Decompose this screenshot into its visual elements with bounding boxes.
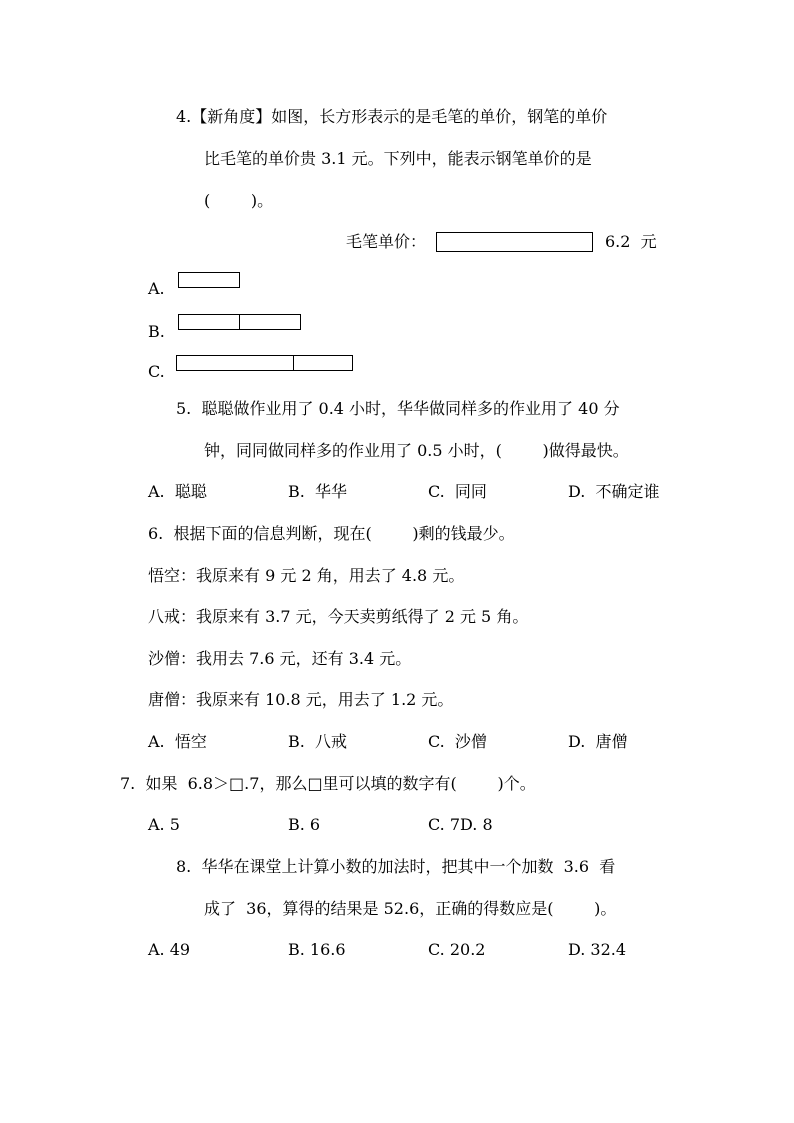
- q8-option-c[interactable]: C. 20.2: [428, 940, 486, 959]
- q4-option-c-bar: [176, 355, 353, 371]
- q7-option-c[interactable]: C. 7D. 8: [428, 815, 493, 834]
- q5-option-d[interactable]: D. 不确定谁: [568, 482, 660, 501]
- q6-info-bajie: 八戒：我原来有 3.7 元，今天卖剪纸得了 2 元 5 角。: [148, 607, 529, 626]
- q4-option-a-bar: [178, 272, 240, 288]
- q4-option-b-divider: [239, 315, 240, 329]
- q6-option-c[interactable]: C. 沙僧: [428, 732, 487, 751]
- q4-reference-value: 6.2 元: [605, 232, 657, 251]
- q7-option-b[interactable]: B. 6: [288, 815, 321, 834]
- q4-option-c-divider: [293, 356, 294, 370]
- q6-option-b[interactable]: B. 八戒: [288, 732, 348, 751]
- q4-option-a-label[interactable]: A.: [148, 279, 165, 298]
- q4-reference-label: 毛笔单价：: [346, 232, 427, 251]
- q8-option-a[interactable]: A. 49: [148, 940, 191, 959]
- q5-option-a[interactable]: A. 聪聪: [148, 482, 207, 501]
- q4-option-b-label[interactable]: B.: [148, 322, 165, 341]
- q6-stem: 6. 根据下面的信息判断，现在( )剩的钱最少。: [148, 524, 515, 543]
- q6-info-tangseng: 唐僧：我原来有 10.8 元，用去了 1.2 元。: [148, 690, 454, 709]
- q8-option-d[interactable]: D. 32.4: [568, 940, 627, 959]
- q4-option-b-bar: [178, 314, 301, 330]
- q5-option-b[interactable]: B. 华华: [288, 482, 348, 501]
- q8-stem-line1: 8. 华华在课堂上计算小数的加法时，把其中一个加数 3.6 看: [176, 857, 616, 876]
- q6-info-shaseng: 沙僧：我用去 7.6 元，还有 3.4 元。: [148, 649, 412, 668]
- q5-stem-line1: 5. 聪聪做作业用了 0.4 小时，华华做同样多的作业用了 40 分: [176, 399, 620, 418]
- q4-stem-line1: 4.【新角度】如图，长方形表示的是毛笔的单价，钢笔的单价: [176, 107, 608, 126]
- q6-info-wukong: 悟空：我原来有 9 元 2 角，用去了 4.8 元。: [148, 566, 465, 585]
- q8-option-b[interactable]: B. 16.6: [288, 940, 346, 959]
- q7-stem: 7. 如果 6.8＞□.7，那么□里可以填的数字有( )个。: [120, 774, 536, 793]
- q7-option-a[interactable]: A. 5: [148, 815, 180, 834]
- q5-option-c[interactable]: C. 同同: [428, 482, 487, 501]
- q4-blank: ( )。: [204, 191, 274, 210]
- q6-option-a[interactable]: A. 悟空: [148, 732, 207, 751]
- q5-stem-line2: 钟，同同做同样多的作业用了 0.5 小时，( )做得最快。: [204, 441, 629, 460]
- q4-stem-line2: 比毛笔的单价贵 3.1 元。下列中，能表示钢笔单价的是: [204, 149, 592, 168]
- q6-option-d[interactable]: D. 唐僧: [568, 732, 628, 751]
- q8-stem-line2: 成了 36，算得的结果是 52.6，正确的得数应是( )。: [204, 899, 617, 918]
- q4-reference-bar: [436, 232, 593, 252]
- q4-option-c-label[interactable]: C.: [148, 362, 165, 381]
